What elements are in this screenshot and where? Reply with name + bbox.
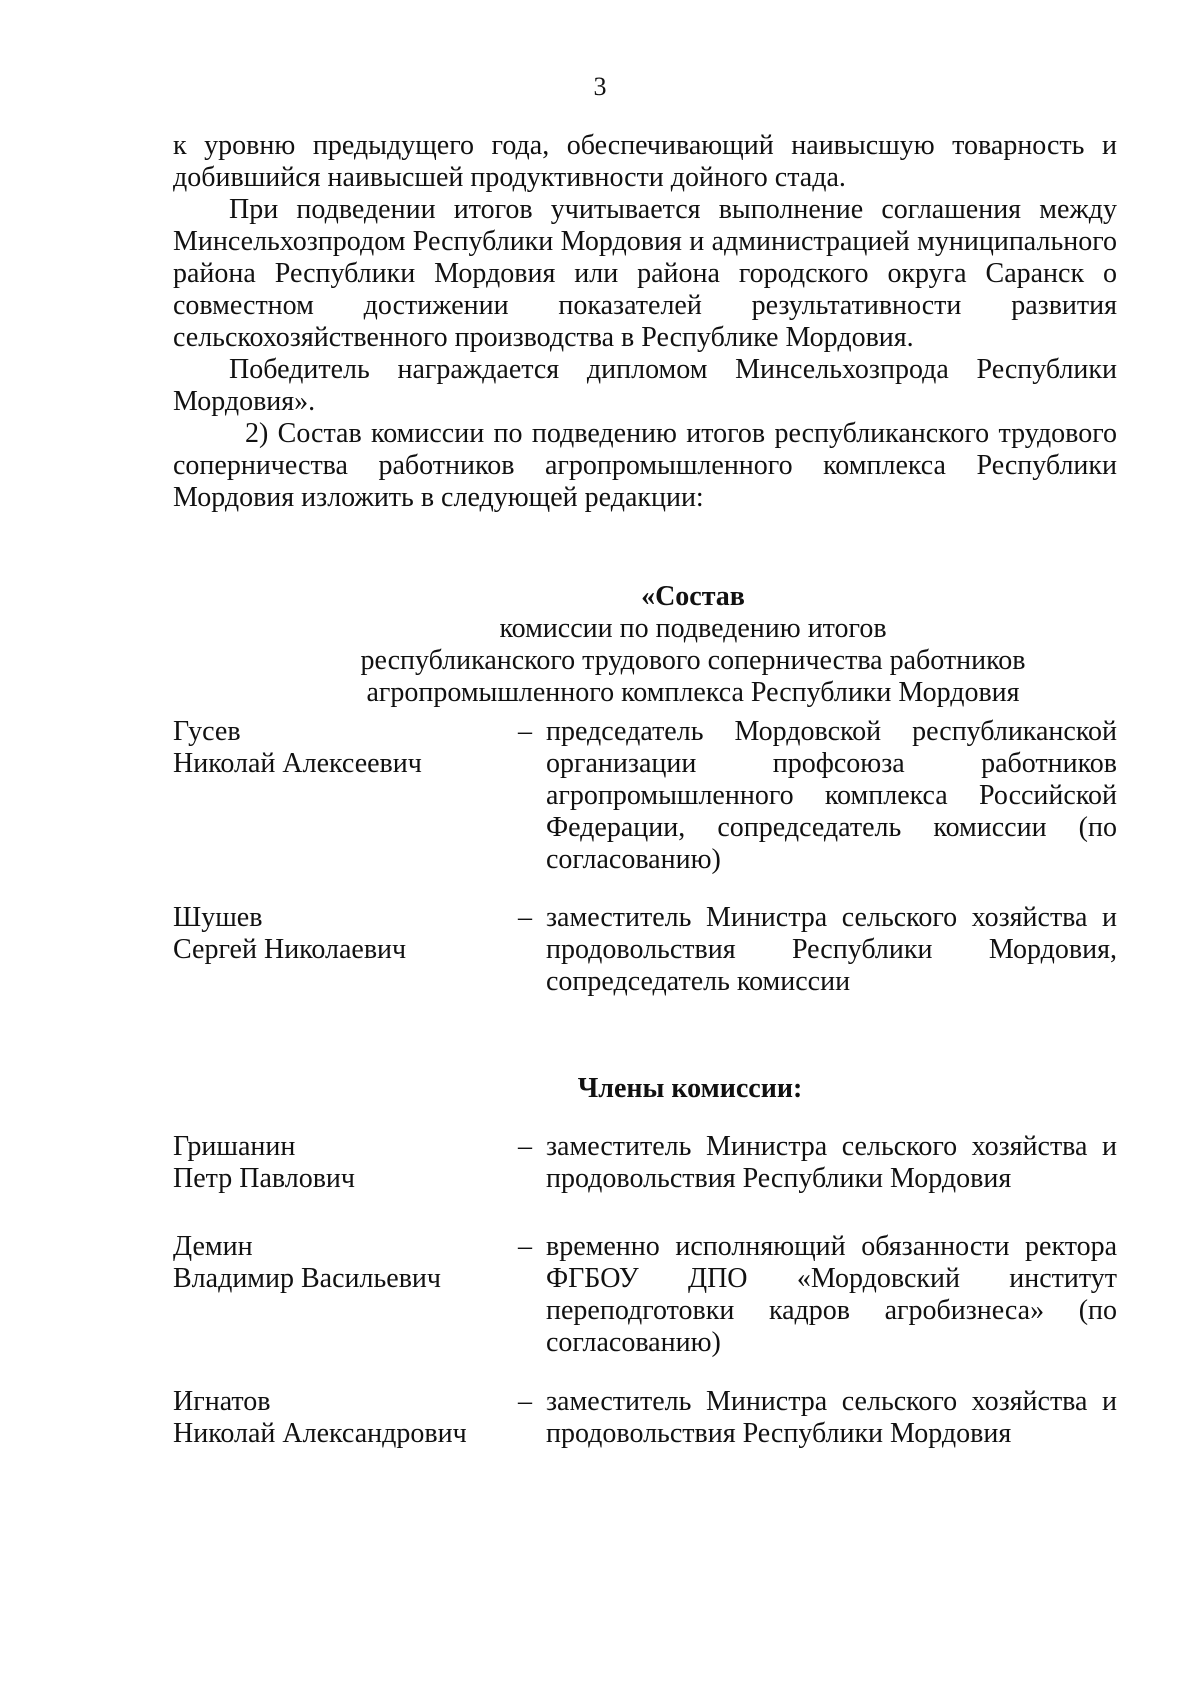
page-number: 3 (593, 72, 607, 101)
member-role: председатель Мордовской республиканской организации профсоюза работников агропромышленного комплекса Российской Федерации, сопредседатель комиссии (по согласованию) (546, 716, 1117, 875)
paragraph-commission-composition: 2) Состав комиссии по подведению итогов республиканского трудового соперничества работников агропромышленного комплекса Республики Мордовия изложить в следующей редакции: (173, 418, 1117, 513)
body-text (173, 130, 1117, 514)
member-name (173, 1131, 493, 1195)
member-name (173, 1231, 493, 1295)
title-line-4: агропромышленного комплекса Республики Мордовия (366, 677, 1020, 708)
member-surname: Гришанин (173, 1131, 296, 1162)
member-given-name: Петр Павлович (173, 1163, 355, 1194)
dash-separator: – (518, 902, 532, 933)
member-given-name: Сергей Николаевич (173, 934, 407, 965)
title-main: «Состав (641, 581, 745, 612)
dash-separator: – (518, 1131, 532, 1162)
member-name (173, 1386, 493, 1450)
member-surname: Игнатов (173, 1386, 271, 1417)
member-surname: Гусев (173, 716, 241, 747)
member-name (173, 902, 493, 966)
title-line-3: республиканского трудового соперничества работников (360, 645, 1026, 676)
title-line-2: комиссии по подведению итогов (499, 613, 887, 644)
member-given-name: Владимир Васильевич (173, 1263, 441, 1294)
member-role: временно исполняющий обязанности ректора ФГБОУ ДПО «Мордовский институт переподготовки кадров агробизнеса» (по согласованию) (546, 1231, 1117, 1358)
dash-separator: – (518, 1231, 532, 1262)
member-role: заместитель Министра сельского хозяйства и продовольствия Республики Мордовия (546, 1131, 1117, 1194)
member-role: заместитель Министра сельского хозяйства и продовольствия Республики Мордовия (546, 1386, 1117, 1449)
paragraph-continuation: к уровню предыдущего года, обеспечивающий наивысшую товарность и добившийся наивысшей продуктивности дойного стада. (173, 130, 1117, 193)
member-role: заместитель Министра сельского хозяйства и продовольствия Республики Мордовия, сопредседатель комиссии (546, 902, 1117, 997)
member-given-name: Николай Алексеевич (173, 748, 422, 779)
member-surname: Демин (173, 1231, 253, 1262)
members-heading: Члены комиссии: (577, 1073, 803, 1104)
paragraph-winner: Победитель награждается дипломом Минсельхозпрода Республики Мордовия». (173, 354, 1117, 417)
member-surname: Шушев (173, 902, 263, 933)
member-name (173, 716, 493, 780)
paragraph-agreement: При подведении итогов учитывается выполнение соглашения между Минсельхозпродом Республики Мордовия и администрацией муниципального района Республики Мордовия или района городского округа Саранск о совместном достижении показателей результативности развития сельскохозяйственного производства в Республике Мордовия. (173, 194, 1117, 353)
dash-separator: – (518, 716, 532, 747)
commission-title (173, 581, 1200, 709)
dash-separator: – (518, 1386, 532, 1417)
member-given-name: Николай Александрович (173, 1418, 467, 1449)
